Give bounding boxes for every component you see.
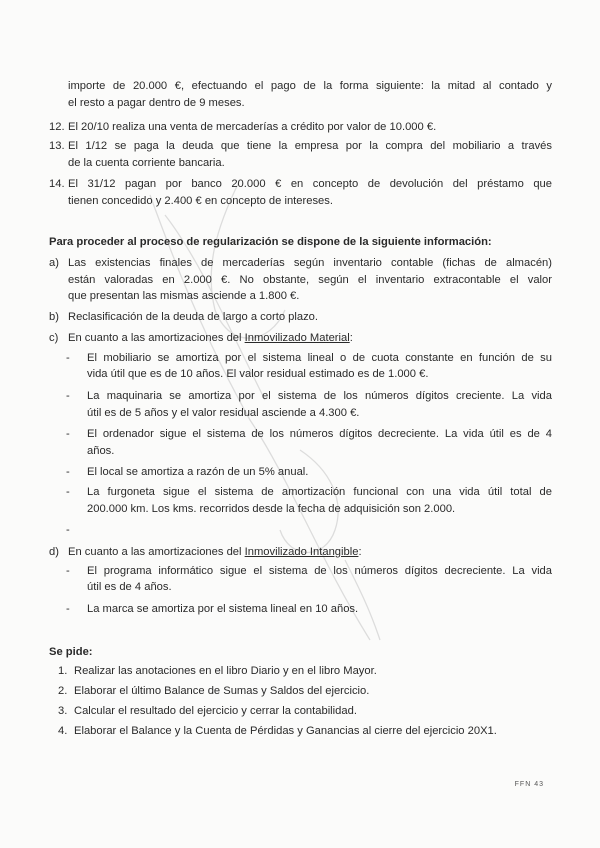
continuation-line-1: importe de 20.000 €, efectuando el pago de la forma siguiente: la mitad al contado y <box>68 80 552 92</box>
bullet-line: El mobiliario se amortiza por el sistema lineal o de cuota constante en función de su <box>87 352 552 364</box>
item-c-underlined: Inmovilizado Material <box>244 332 350 344</box>
item-line: El 31/12 pagan por banco 20.000 € en concepto de devolución del préstamo que <box>68 178 552 190</box>
task-number: 1. <box>58 665 68 677</box>
bullet-dash: - <box>66 486 70 498</box>
bullet-dash: - <box>66 466 70 478</box>
item-number: 14. <box>49 178 65 190</box>
bullet-line: El programa informático sigue el sistema de los números dígitos decreciente. La vida <box>87 565 552 577</box>
task-number: 4. <box>58 725 68 737</box>
item-line: El 1/12 se paga la deuda que tiene la empresa por la compra del mobiliario a través <box>68 140 552 152</box>
task-number: 2. <box>58 685 68 697</box>
bullet-dash: - <box>66 428 70 440</box>
bullet-line: El local se amortiza a razón de un 5% anual. <box>87 466 309 478</box>
item-d-suffix: : <box>358 546 362 558</box>
task-text: Elaborar el último Balance de Sumas y Saldos del ejercicio. <box>74 685 370 697</box>
item-d-heading <box>68 545 362 559</box>
item-d-underlined: Inmovilizado Intangible <box>244 546 359 558</box>
continuation-line-2: el resto a pagar dentro de 9 meses. <box>68 97 245 109</box>
bullet-dash: - <box>66 390 70 402</box>
item-line: de la cuenta corriente bancaria. <box>68 157 225 169</box>
item-line: tienen concedido y 2.400 € en concepto de intereses. <box>68 195 333 207</box>
tasks-heading: Se pide: <box>49 646 93 658</box>
task-text: Realizar las anotaciones en el libro Diario y en el libro Mayor. <box>74 665 377 677</box>
task-text: Calcular el resultado del ejercicio y cerrar la contabilidad. <box>74 705 357 717</box>
footer-code: FFN 43 <box>514 781 544 788</box>
bullet-line: útil es de 5 años y el valor residual asciende a 4.300 €. <box>87 407 360 419</box>
bullet-line: 200.000 km. Los kms. recorridos desde la fecha de adquisición son 2.000. <box>87 503 456 515</box>
item-label-d: d) <box>49 546 59 558</box>
item-a-line: que presentan las mismas asciende a 1.800 €. <box>68 290 300 302</box>
item-line: El 20/10 realiza una venta de mercaderías a crédito por valor de 10.000 €. <box>68 121 437 133</box>
item-a-line: están valoradas en 2.000 €. No obstante, según el inventario extracontable el valor <box>68 274 552 286</box>
bullet-line: El ordenador sigue el sistema de los números dígitos decreciente. La vida útil es de 4 <box>87 428 552 440</box>
bullet-line: La marca se amortiza por el sistema lineal en 10 años. <box>87 603 359 615</box>
item-c-prefix: En cuanto a las amortizaciones del <box>68 332 245 344</box>
bullet-line: años. <box>87 445 115 457</box>
item-label-a: a) <box>49 257 59 269</box>
item-label-b: b) <box>49 311 59 323</box>
bullet-line: La maquinaria se amortiza por el sistema de los números dígitos creciente. La vida <box>87 390 552 402</box>
item-a-line: Las existencias finales de mercaderías según inventario contable (fichas de almacén) <box>68 257 552 269</box>
bullet-line: útil es de 4 años. <box>87 581 172 593</box>
bullet-dash: - <box>66 524 70 536</box>
task-number: 3. <box>58 705 68 717</box>
task-text: Elaborar el Balance y la Cuenta de Pérdidas y Ganancias al cierre del ejercicio 20X1. <box>74 725 497 737</box>
bullet-dash: - <box>66 352 70 364</box>
item-number: 13. <box>49 140 65 152</box>
regularization-heading: Para proceder al proceso de regularización se dispone de la siguiente información: <box>49 236 492 248</box>
item-b-text: Reclasificación de la deuda de largo a corto plazo. <box>68 311 319 323</box>
bullet-line: La furgoneta sigue el sistema de amortización funcional con una vida útil total de <box>87 486 552 498</box>
item-c-heading <box>68 331 353 345</box>
item-label-c: c) <box>49 332 59 344</box>
bullet-dash: - <box>66 603 70 615</box>
bullet-line: vida útil que es de 10 años. El valor residual estimado es de 1.000 €. <box>87 368 429 380</box>
item-c-suffix: : <box>349 332 353 344</box>
item-d-prefix: En cuanto a las amortizaciones del <box>68 546 245 558</box>
bullet-dash: - <box>66 565 70 577</box>
item-number: 12. <box>49 121 65 133</box>
